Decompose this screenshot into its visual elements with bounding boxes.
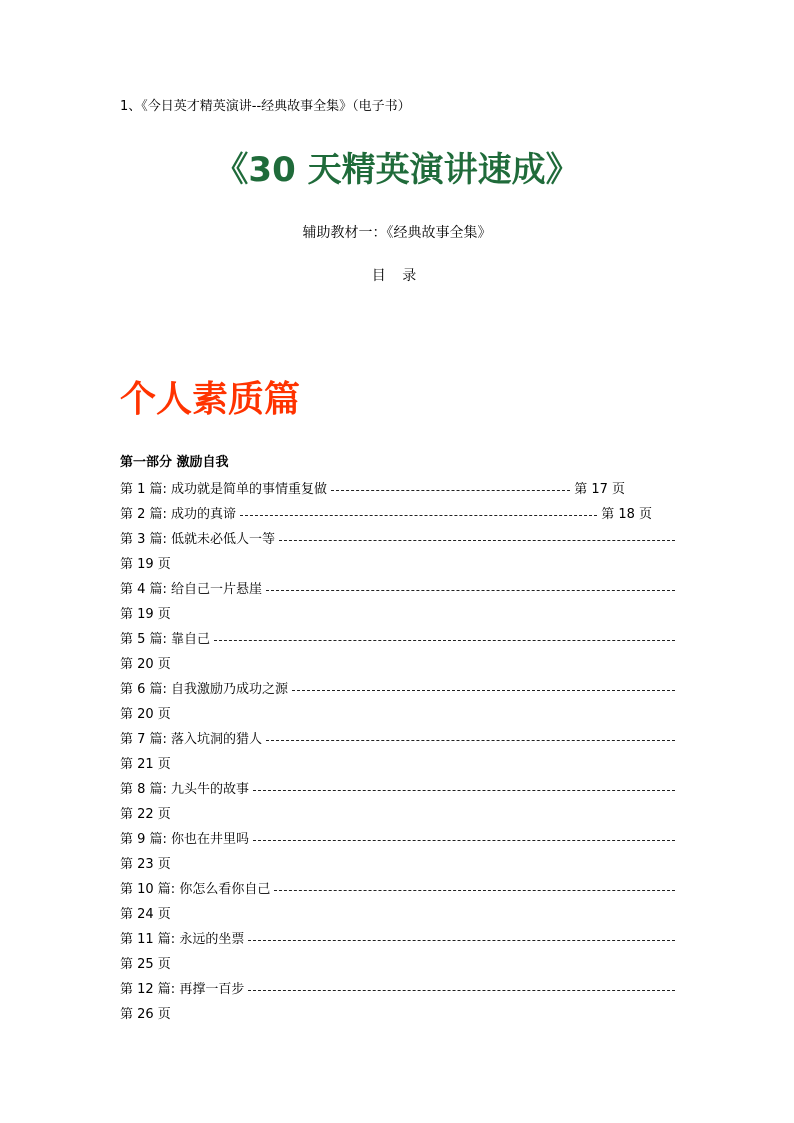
- main-title: 《30 天精英演讲速成》: [214, 150, 580, 190]
- toc-entry-page-line: [120, 952, 675, 977]
- toc-entry-page: 第 21 页: [120, 757, 171, 772]
- toc-entry-title: 第 11 篇: 永远的坐票: [120, 932, 245, 947]
- toc-entry-title: 第 6 篇: 自我激励乃成功之源: [120, 682, 289, 697]
- toc-entry-page-line: [120, 602, 675, 627]
- leader-dashes: [266, 740, 675, 741]
- toc-entry-page-line: [120, 702, 675, 727]
- leader-dashes: [248, 940, 675, 941]
- toc-entry-title: 第 2 篇: 成功的真谛: [120, 507, 237, 522]
- toc-entry-page-line: [120, 652, 675, 677]
- leader-dashes: [266, 590, 675, 591]
- toc-entry[interactable]: [120, 977, 675, 1002]
- toc-entry-page: 第 26 页: [120, 1007, 171, 1022]
- document-source-line: 1、《今日英才精英演讲--经典故事全集》（电子书）: [120, 99, 411, 114]
- toc-entry-title: 第 3 篇: 低就未必低人一等: [120, 532, 276, 547]
- toc-entry-page: 第 23 页: [120, 857, 171, 872]
- toc-entry-page: 第 24 页: [120, 907, 171, 922]
- leader-dashes: [240, 515, 597, 516]
- leader-dashes: [248, 990, 675, 991]
- toc-heading: 目 录: [371, 268, 423, 284]
- leader-dashes: [292, 690, 675, 691]
- toc-entry[interactable]: [120, 577, 675, 602]
- toc-entry-page-line: [120, 752, 675, 777]
- toc-entry-page: 第 22 页: [120, 807, 171, 822]
- toc-entry-page: 第 25 页: [120, 957, 171, 972]
- toc-entry[interactable]: [120, 727, 675, 752]
- toc-list: [120, 477, 675, 1027]
- toc-entry[interactable]: [120, 502, 652, 527]
- toc-entry[interactable]: [120, 477, 625, 502]
- toc-entry-page: 第 17 页: [574, 482, 625, 497]
- leader-dashes: [274, 890, 675, 891]
- part-title: 个人素质篇: [120, 379, 301, 420]
- leader-dashes: [253, 790, 675, 791]
- toc-entry-title: 第 8 篇: 九头牛的故事: [120, 782, 250, 797]
- leader-dashes: [253, 840, 675, 841]
- toc-entry[interactable]: [120, 827, 675, 852]
- toc-entry-page: 第 20 页: [120, 657, 171, 672]
- leader-dashes: [331, 490, 570, 491]
- toc-entry-title: 第 12 篇: 再撑一百步: [120, 982, 245, 997]
- toc-entry[interactable]: [120, 877, 675, 902]
- section-heading: 第一部分 激励自我: [120, 455, 229, 470]
- toc-entry-page-line: [120, 852, 675, 877]
- toc-entry[interactable]: [120, 627, 675, 652]
- toc-entry[interactable]: [120, 777, 675, 802]
- toc-entry[interactable]: [120, 927, 675, 952]
- toc-entry-title: 第 7 篇: 落入坑洞的猎人: [120, 732, 263, 747]
- toc-entry-title: 第 5 篇: 靠自己: [120, 632, 211, 647]
- toc-entry-page-line: [120, 902, 675, 927]
- toc-entry[interactable]: [120, 677, 675, 702]
- toc-entry-page: 第 19 页: [120, 607, 171, 622]
- toc-entry-page: 第 18 页: [601, 507, 652, 522]
- toc-entry-title: 第 1 篇: 成功就是简单的事情重复做: [120, 482, 328, 497]
- toc-entry-page-line: [120, 1002, 675, 1027]
- leader-dashes: [214, 640, 675, 641]
- toc-entry-title: 第 10 篇: 你怎么看你自己: [120, 882, 271, 897]
- toc-entry-page: 第 20 页: [120, 707, 171, 722]
- leader-dashes: [279, 540, 675, 541]
- toc-entry-title: 第 9 篇: 你也在井里吗: [120, 832, 250, 847]
- toc-entry-title: 第 4 篇: 给自己一片悬崖: [120, 582, 263, 597]
- toc-entry-page: 第 19 页: [120, 557, 171, 572]
- toc-entry-page-line: [120, 802, 675, 827]
- toc-entry-page-line: [120, 552, 675, 577]
- toc-entry[interactable]: [120, 527, 675, 552]
- subtitle: 辅助教材一：《经典故事全集》: [302, 225, 492, 241]
